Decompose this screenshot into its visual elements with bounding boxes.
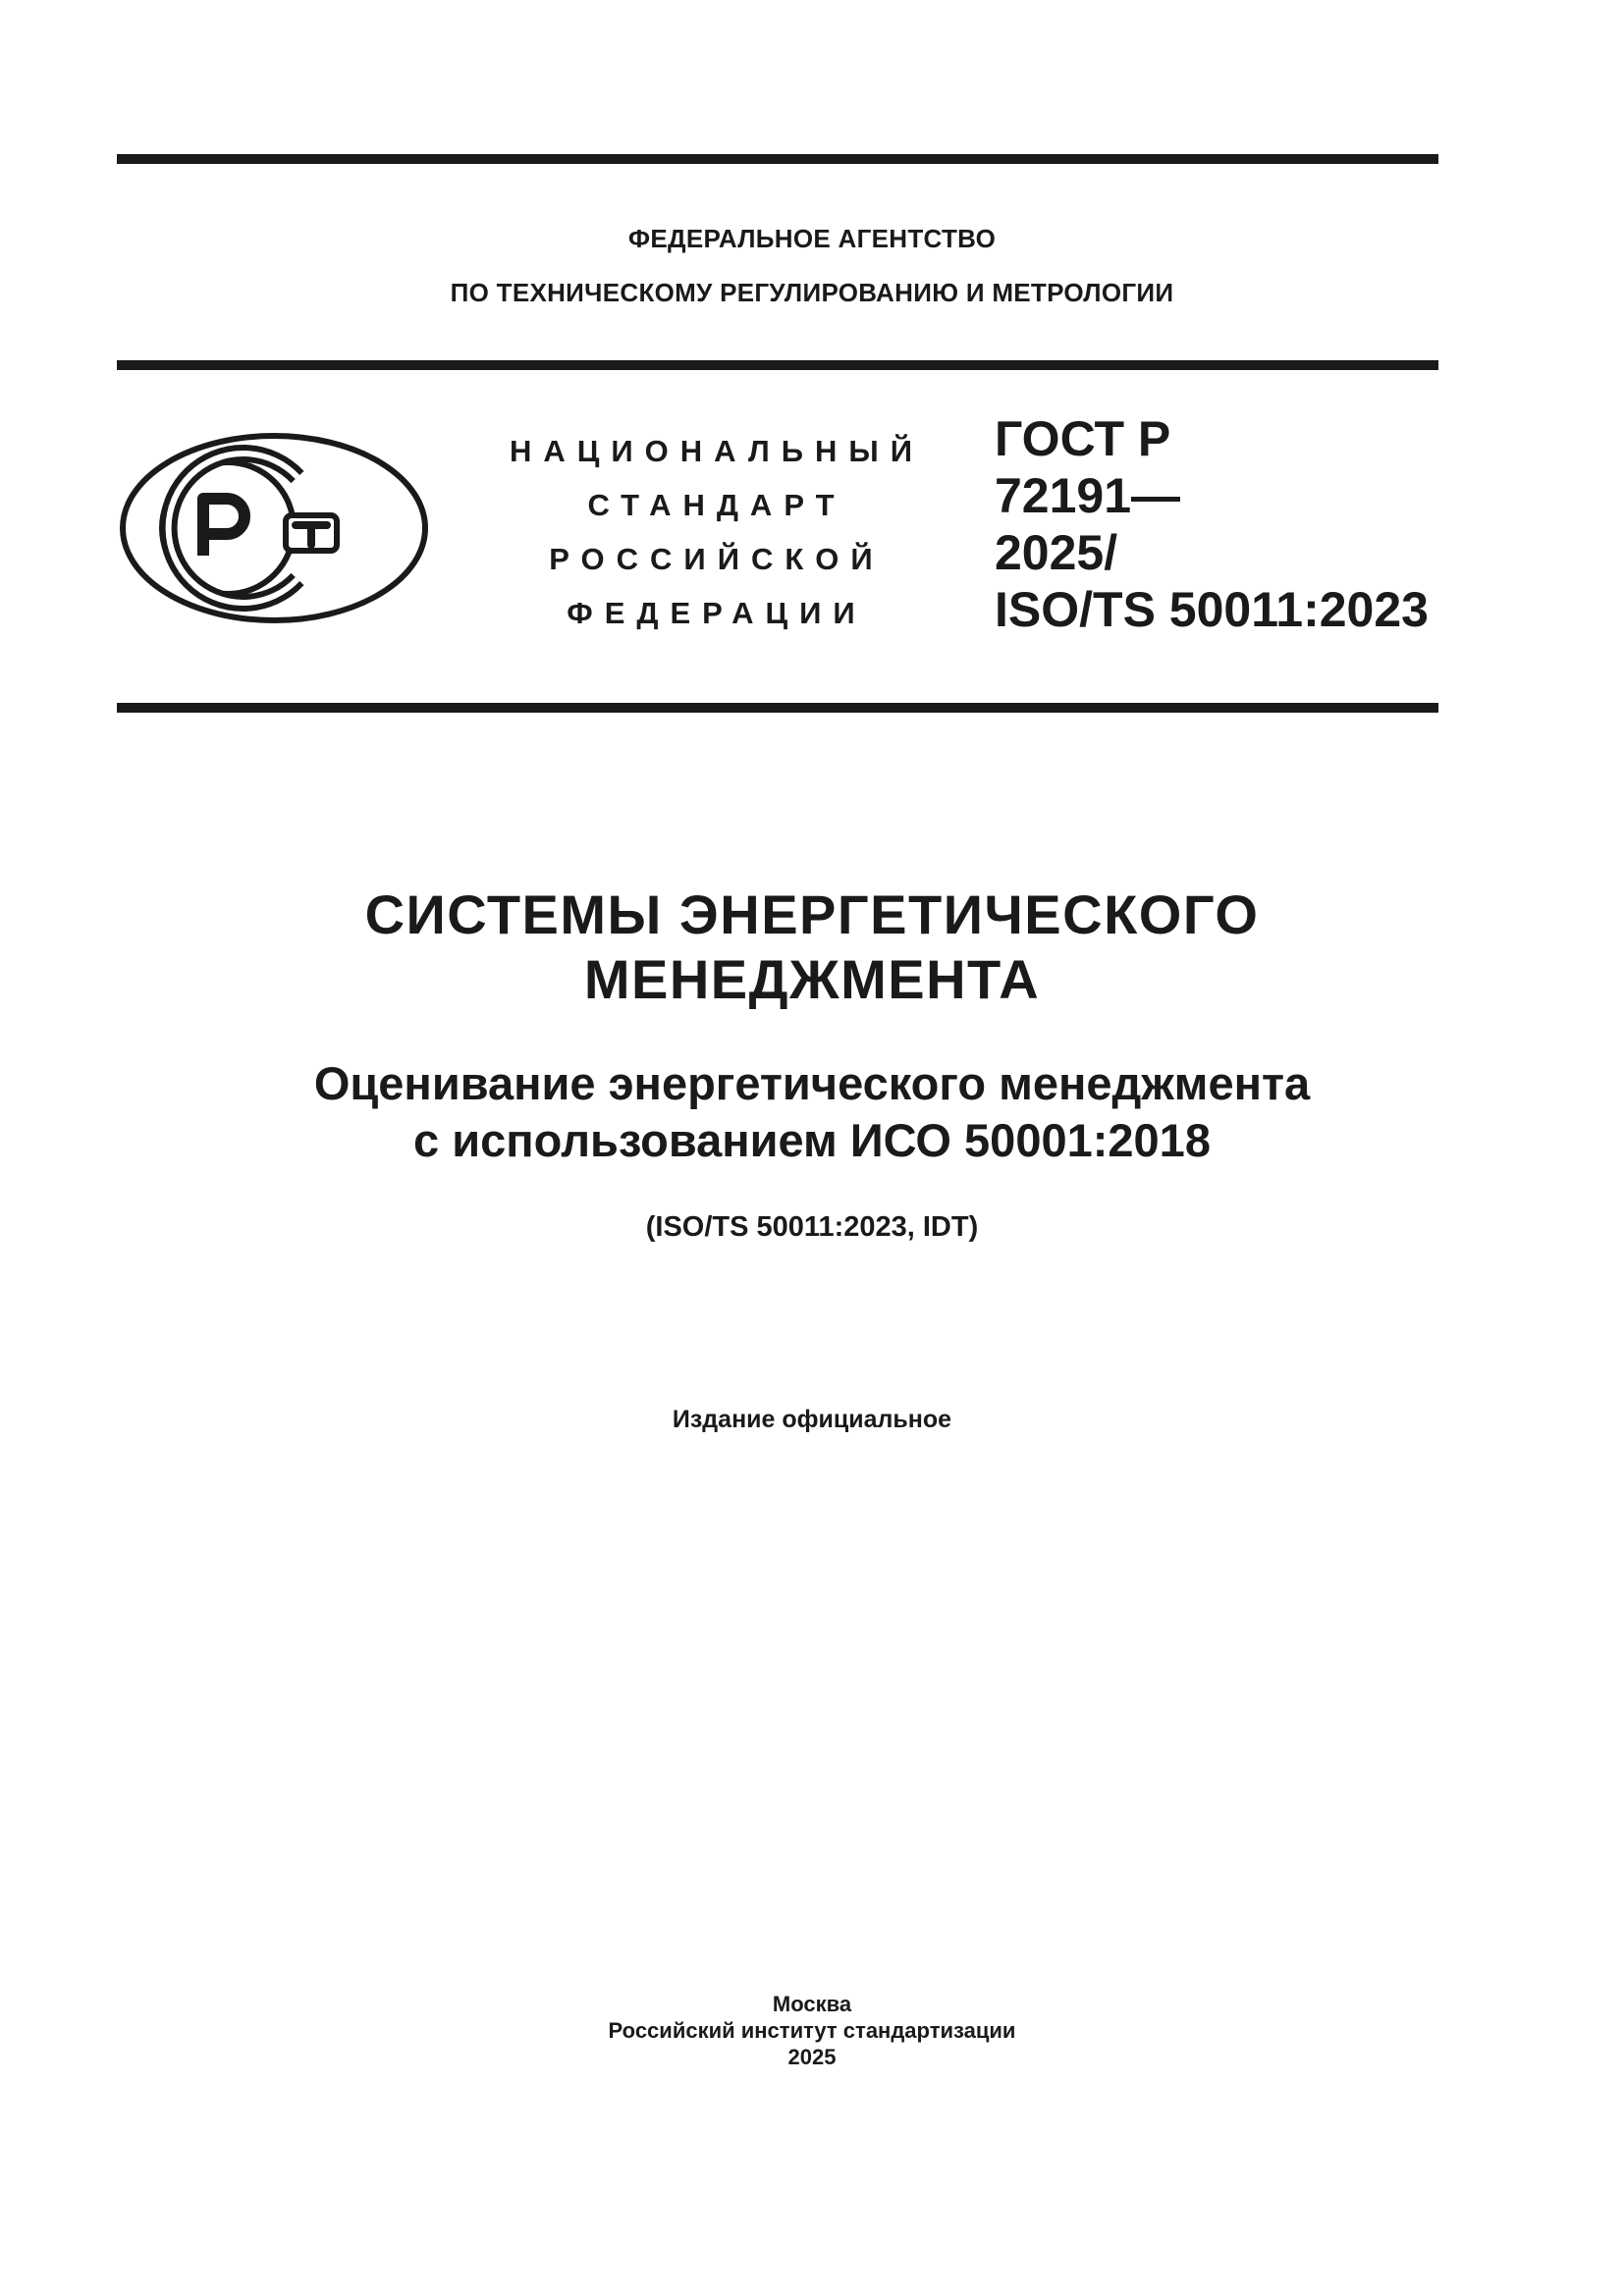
standard-designation (995, 410, 1429, 638)
designation-line-4: ISO/TS 50011:2023 (995, 582, 1429, 637)
national-standard-caption (491, 424, 943, 640)
subtitle-line-2: с использованием ИСО 50001:2018 (413, 1114, 1211, 1166)
national-line-2: СТАНДАРТ (587, 488, 846, 522)
rst-logo-icon (117, 430, 431, 626)
agency-line-2: ПО ТЕХНИЧЕСКОМУ РЕГУЛИРОВАНИЮ И МЕТРОЛОГИИ (450, 278, 1174, 307)
imprint (0, 1991, 1624, 2070)
international-reference: (ISO/TS 50011:2023, IDT) (645, 1211, 979, 1243)
imprint-year: 2025 (787, 2045, 837, 2069)
national-line-3: РОССИЙСКОЙ (549, 542, 885, 576)
national-line-4: ФЕДЕРАЦИИ (567, 596, 867, 630)
designation-line-3: 2025/ (995, 525, 1118, 580)
designation-line-1: ГОСТ Р (995, 411, 1171, 466)
document-subtitle (0, 1055, 1624, 1169)
edition-note: Издание официальное (672, 1406, 952, 1433)
imprint-publisher: Российский институт стандартизации (608, 2018, 1016, 2043)
lower-divider (117, 703, 1438, 713)
imprint-city: Москва (772, 1992, 852, 2016)
title-line-1: СИСТЕМЫ ЭНЕРГЕТИЧЕСКОГО (364, 883, 1260, 945)
subtitle-line-1: Оценивание энергетического менеджмента (313, 1057, 1311, 1109)
national-line-1: НАЦИОНАЛЬНЫЙ (509, 434, 925, 468)
designation-line-2: 72191— (995, 468, 1181, 523)
title-line-2: МЕНЕДЖМЕНТА (583, 948, 1041, 1010)
agency-line-1: ФЕДЕРАЛЬНОЕ АГЕНТСТВО (627, 224, 997, 253)
top-rule (117, 154, 1438, 164)
document-title (0, 882, 1624, 1012)
upper-divider (117, 360, 1438, 370)
